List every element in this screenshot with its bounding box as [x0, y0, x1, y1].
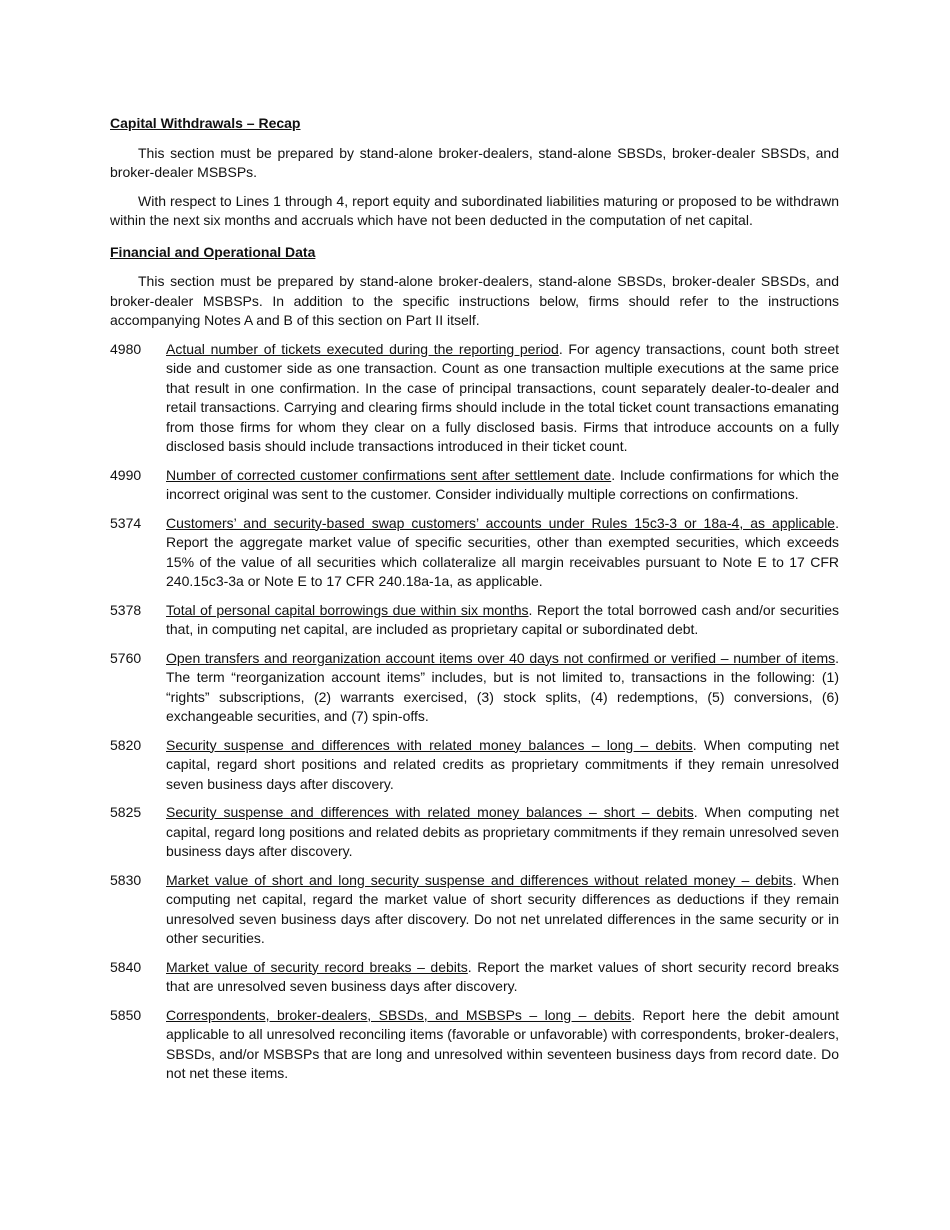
document-section	[110, 243, 839, 1084]
line-item-code: 5840	[110, 958, 142, 975]
line-item-code: 5830	[110, 871, 142, 888]
line-item-description: . When computing net capital, regard the market value of short security differences as deductions if they remain unresolved seven business days after discovery. Do not net unrelated differences in the same security or in other securities.	[166, 871, 839, 946]
line-item-text	[166, 466, 839, 505]
line-item-text	[166, 958, 839, 997]
line-item-lead: Market value of short and long security suspense and differences without related money – debits	[166, 871, 793, 888]
line-item	[110, 340, 839, 457]
line-item-code: 4980	[110, 340, 142, 357]
paragraph: This section must be prepared by stand-alone broker-dealers, stand-alone SBSDs, broker-dealer SBSDs, and broker-dealer MSBSPs.	[110, 144, 839, 180]
line-item-text	[166, 649, 839, 727]
line-item	[110, 1006, 839, 1084]
line-item-text	[166, 736, 839, 795]
line-item-lead: Number of corrected customer confirmations sent after settlement date	[166, 466, 612, 483]
line-item-lead: Market value of security record breaks – debits	[166, 958, 468, 975]
line-item-code: 5760	[110, 649, 142, 666]
line-item-description: . The term “reorganization account items” includes, but is not limited to, transactions in the following: (1) “rights” subscriptions, (2) warrants exercised, (3) stock splits, (4) redemptions, (5) conversions, (6) exchangeable securities, and (7) spin-offs.	[166, 649, 839, 724]
line-item-description: . For agency transactions, count both street side and customer side as one transaction. Count as one transaction multiple executions at the same price that result in one confirmation. In the case of principal transactions, count separately dealer-to-dealer and retail transactions. Carrying and clearing firms should include in the total ticket count transactions emanating from those firms for whom they clear on a fully disclosed basis. Firms that introduce accounts on a fully disclosed basis should include transactions introduced in their ticket count.	[166, 340, 840, 454]
line-item-lead: Actual number of tickets executed during the reporting period	[166, 340, 559, 357]
line-item-description: . Report the aggregate market value of specific securities, other than exempted securities, which exceeds 15% of the value of all securities which collateralize all margin receivables pursuant to Note E to 17 CFR 240.15c3-3a or Note E to 17 CFR 240.18a-1a, as applicable.	[166, 514, 839, 589]
line-item	[110, 514, 839, 592]
line-item-text	[166, 1006, 839, 1084]
line-item-description: . When computing net capital, regard long positions and related debits as proprietary commitments if they remain unresolved seven business days after discovery.	[166, 804, 840, 859]
line-item-code: 4990	[110, 466, 142, 483]
line-item-code: 5850	[110, 1006, 142, 1023]
section-heading: Financial and Operational Data	[110, 243, 316, 260]
line-item-description: . Report the market values of short security record breaks that are unresolved seven business days after discovery.	[166, 958, 839, 994]
line-item-description: . Report the total borrowed cash and/or securities that, in computing net capital, are included as proprietary capital or subordinated debt.	[166, 601, 840, 637]
line-item-text	[166, 803, 839, 862]
paragraph: This section must be prepared by stand-alone broker-dealers, stand-alone SBSDs, broker-dealer SBSDs, and broker-dealer MSBSPs. In addition to the specific instructions below, firms should refer to the instructions accompanying Notes A and B of this section on Part II itself.	[110, 273, 839, 328]
line-item-text	[166, 601, 839, 640]
line-item-description: . Report here the debit amount applicable to all unresolved reconciling items (favorable or unfavorable) with correspondents, broker-dealers, SBSDs, and/or MSBSPs that are long and unresolved within seventeen business days from record date. Do not net these items.	[166, 1006, 839, 1081]
line-item-lead: Security suspense and differences with related money balances – short – debits	[166, 804, 694, 820]
line-item-code: 5820	[110, 736, 142, 753]
line-item-lead: Total of personal capital borrowings due within six months	[166, 601, 529, 618]
line-item	[110, 803, 839, 862]
line-item-code: 5378	[110, 601, 142, 618]
line-item	[110, 958, 839, 997]
line-item-text	[166, 871, 839, 949]
line-item-lead: Customers’ and security-based swap customers’ accounts under Rules 15c3-3 or 18a-4, as applicable	[166, 514, 836, 531]
document-section	[110, 114, 839, 231]
line-item	[110, 466, 839, 505]
line-item	[110, 601, 839, 640]
line-item-text	[166, 514, 839, 592]
line-item-lead: Correspondents, broker-dealers, SBSDs, and MSBSPs – long – debits	[166, 1006, 632, 1023]
line-item	[110, 736, 839, 795]
line-item-lead: Open transfers and reorganization account items over 40 days not confirmed or verified – number of items	[166, 649, 836, 666]
document-content	[110, 114, 839, 1084]
section-heading: Capital Withdrawals – Recap	[110, 115, 301, 131]
line-item	[110, 871, 839, 949]
line-item	[110, 649, 839, 727]
line-item-text	[166, 340, 839, 457]
line-item-description: . Include confirmations for which the incorrect original was sent to the customer. Consider individually multiple corrections on confirmations.	[166, 466, 839, 502]
line-item-code: 5374	[110, 514, 142, 531]
line-item-lead: Security suspense and differences with related money balances – long – debits	[166, 736, 693, 753]
line-item-code: 5825	[110, 804, 142, 820]
line-item-description: . When computing net capital, regard short positions and related credits as proprietary commitments if they remain unresolved seven business days after discovery.	[166, 736, 840, 792]
paragraph: With respect to Lines 1 through 4, report equity and subordinated liabilities maturing or proposed to be withdrawn within the next six months and accruals which have not been deducted in the computation of net capital.	[110, 192, 839, 228]
